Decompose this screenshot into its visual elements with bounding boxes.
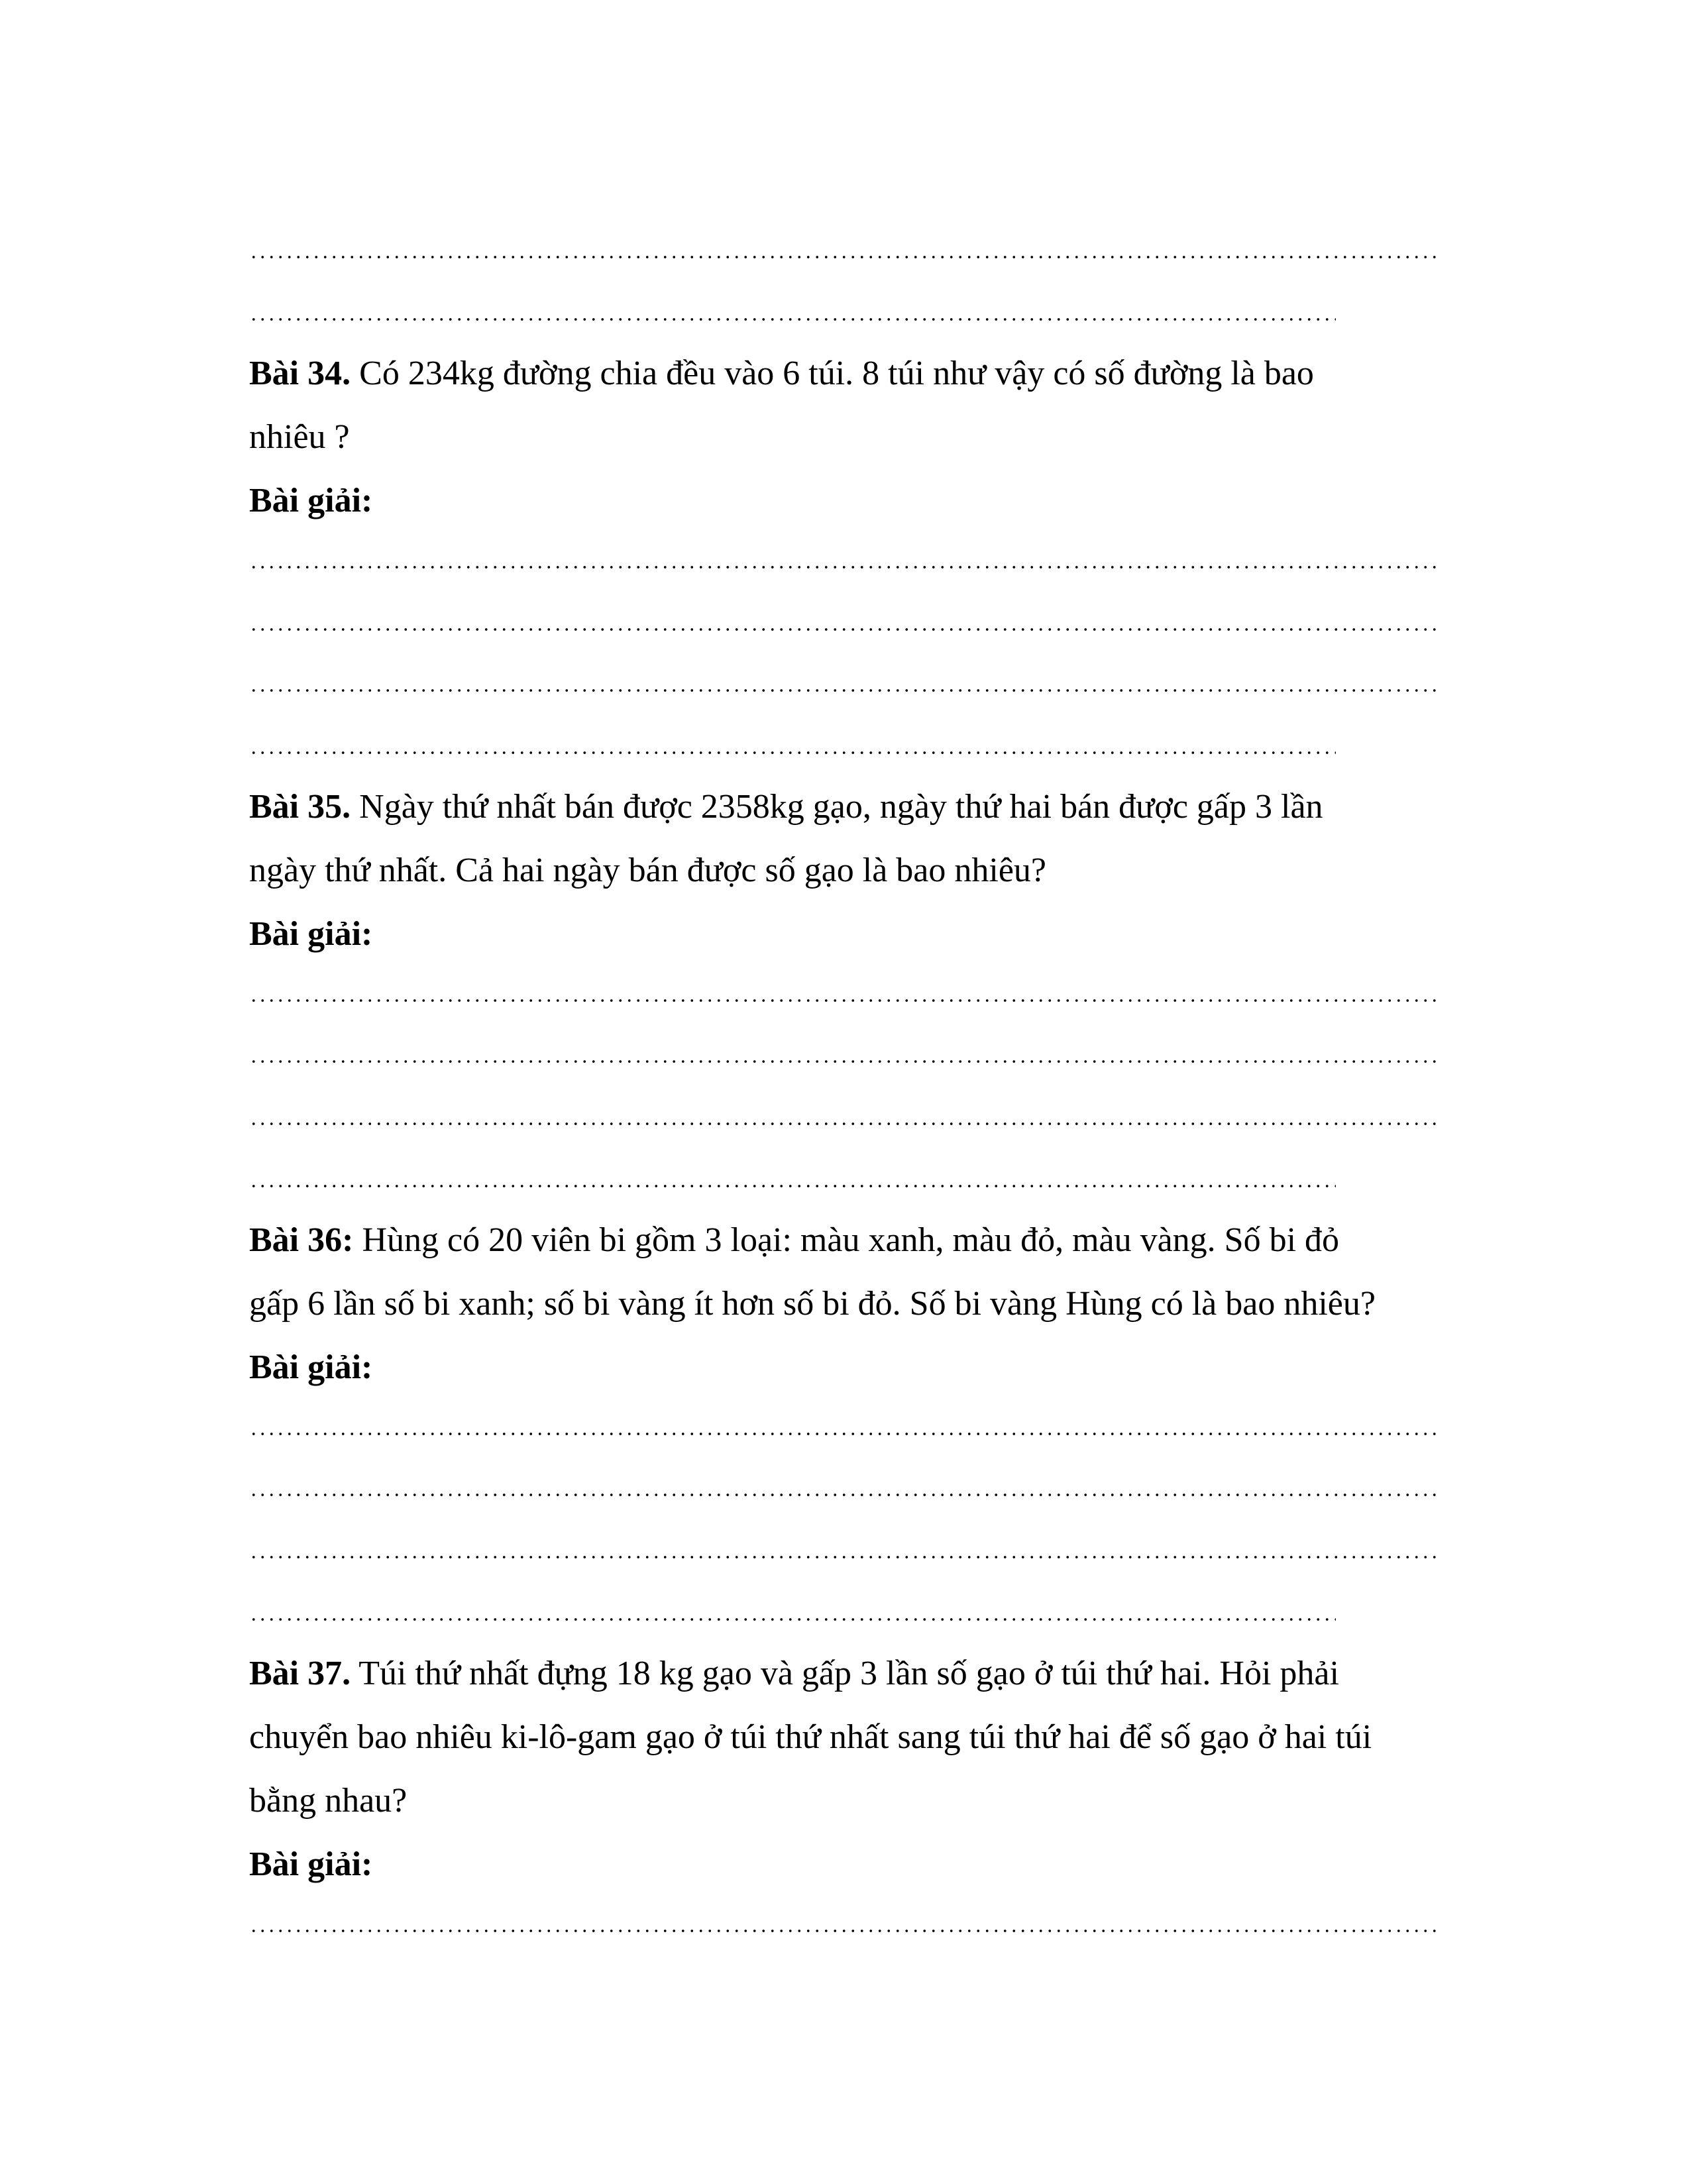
exercise-label: Bài 35. [249,788,351,826]
exercise-35 [249,775,1442,966]
exercise-text: Túi thứ nhất đựng 18 kg gạo và gấp 3 lần số gạo ở túi thứ hai. Hỏi phải [351,1655,1339,1692]
answer-line [249,689,1441,692]
answer-line [249,1122,1441,1125]
exercise-36 [249,1209,1442,1399]
exercise-label: Bài 37. [249,1655,351,1692]
answer-line [249,256,1441,258]
exercise-text: Ngày thứ nhất bán được 2358kg gạo, ngày thứ hai bán được gấp 3 lần [351,788,1323,826]
answer-line [249,1618,1336,1621]
answer-line [249,1433,1441,1435]
solution-label: Bài giải: [249,1845,373,1883]
exercise-text: Có 234kg đường chia đều vào 6 túi. 8 túi như vậy có số đường là bao [351,355,1314,392]
exercise-text: bằng nhau? [249,1782,408,1820]
answer-line [249,1930,1441,1932]
exercise-34 [249,342,1442,533]
answer-line [249,318,1336,321]
answer-line [249,628,1441,631]
exercise-text: Hùng có 20 viên bi gồm 3 loại: màu xanh, màu đỏ, màu vàng. Số bi đỏ [353,1221,1340,1259]
exercise-text: gấp 6 lần số bi xanh; số bi vàng ít hơn số bi đỏ. Số bi vàng Hùng có là bao nhiêu? [249,1285,1376,1323]
answer-line [249,999,1441,1002]
exercise-label: Bài 34. [249,355,351,392]
exercise-text: chuyển bao nhiêu ki-lô-gam gạo ở túi thứ nhất sang túi thứ hai để số gạo ở hai túi [249,1718,1372,1756]
exercise-text: ngày thứ nhất. Cả hai ngày bán được số gạo là bao nhiêu? [249,851,1046,889]
exercise-label: Bài 36: [249,1221,354,1259]
answer-line [249,1060,1441,1063]
exercise-text: nhiêu ? [249,418,350,456]
solution-label: Bài giải: [249,1348,373,1386]
answer-line [249,1494,1441,1496]
answer-line [249,1556,1441,1558]
solution-label: Bài giải: [249,915,373,953]
exercise-37 [249,1642,1442,1896]
solution-label: Bài giải: [249,482,373,519]
answer-line [249,1185,1336,1187]
answer-line [249,566,1441,569]
answer-line [249,751,1336,754]
